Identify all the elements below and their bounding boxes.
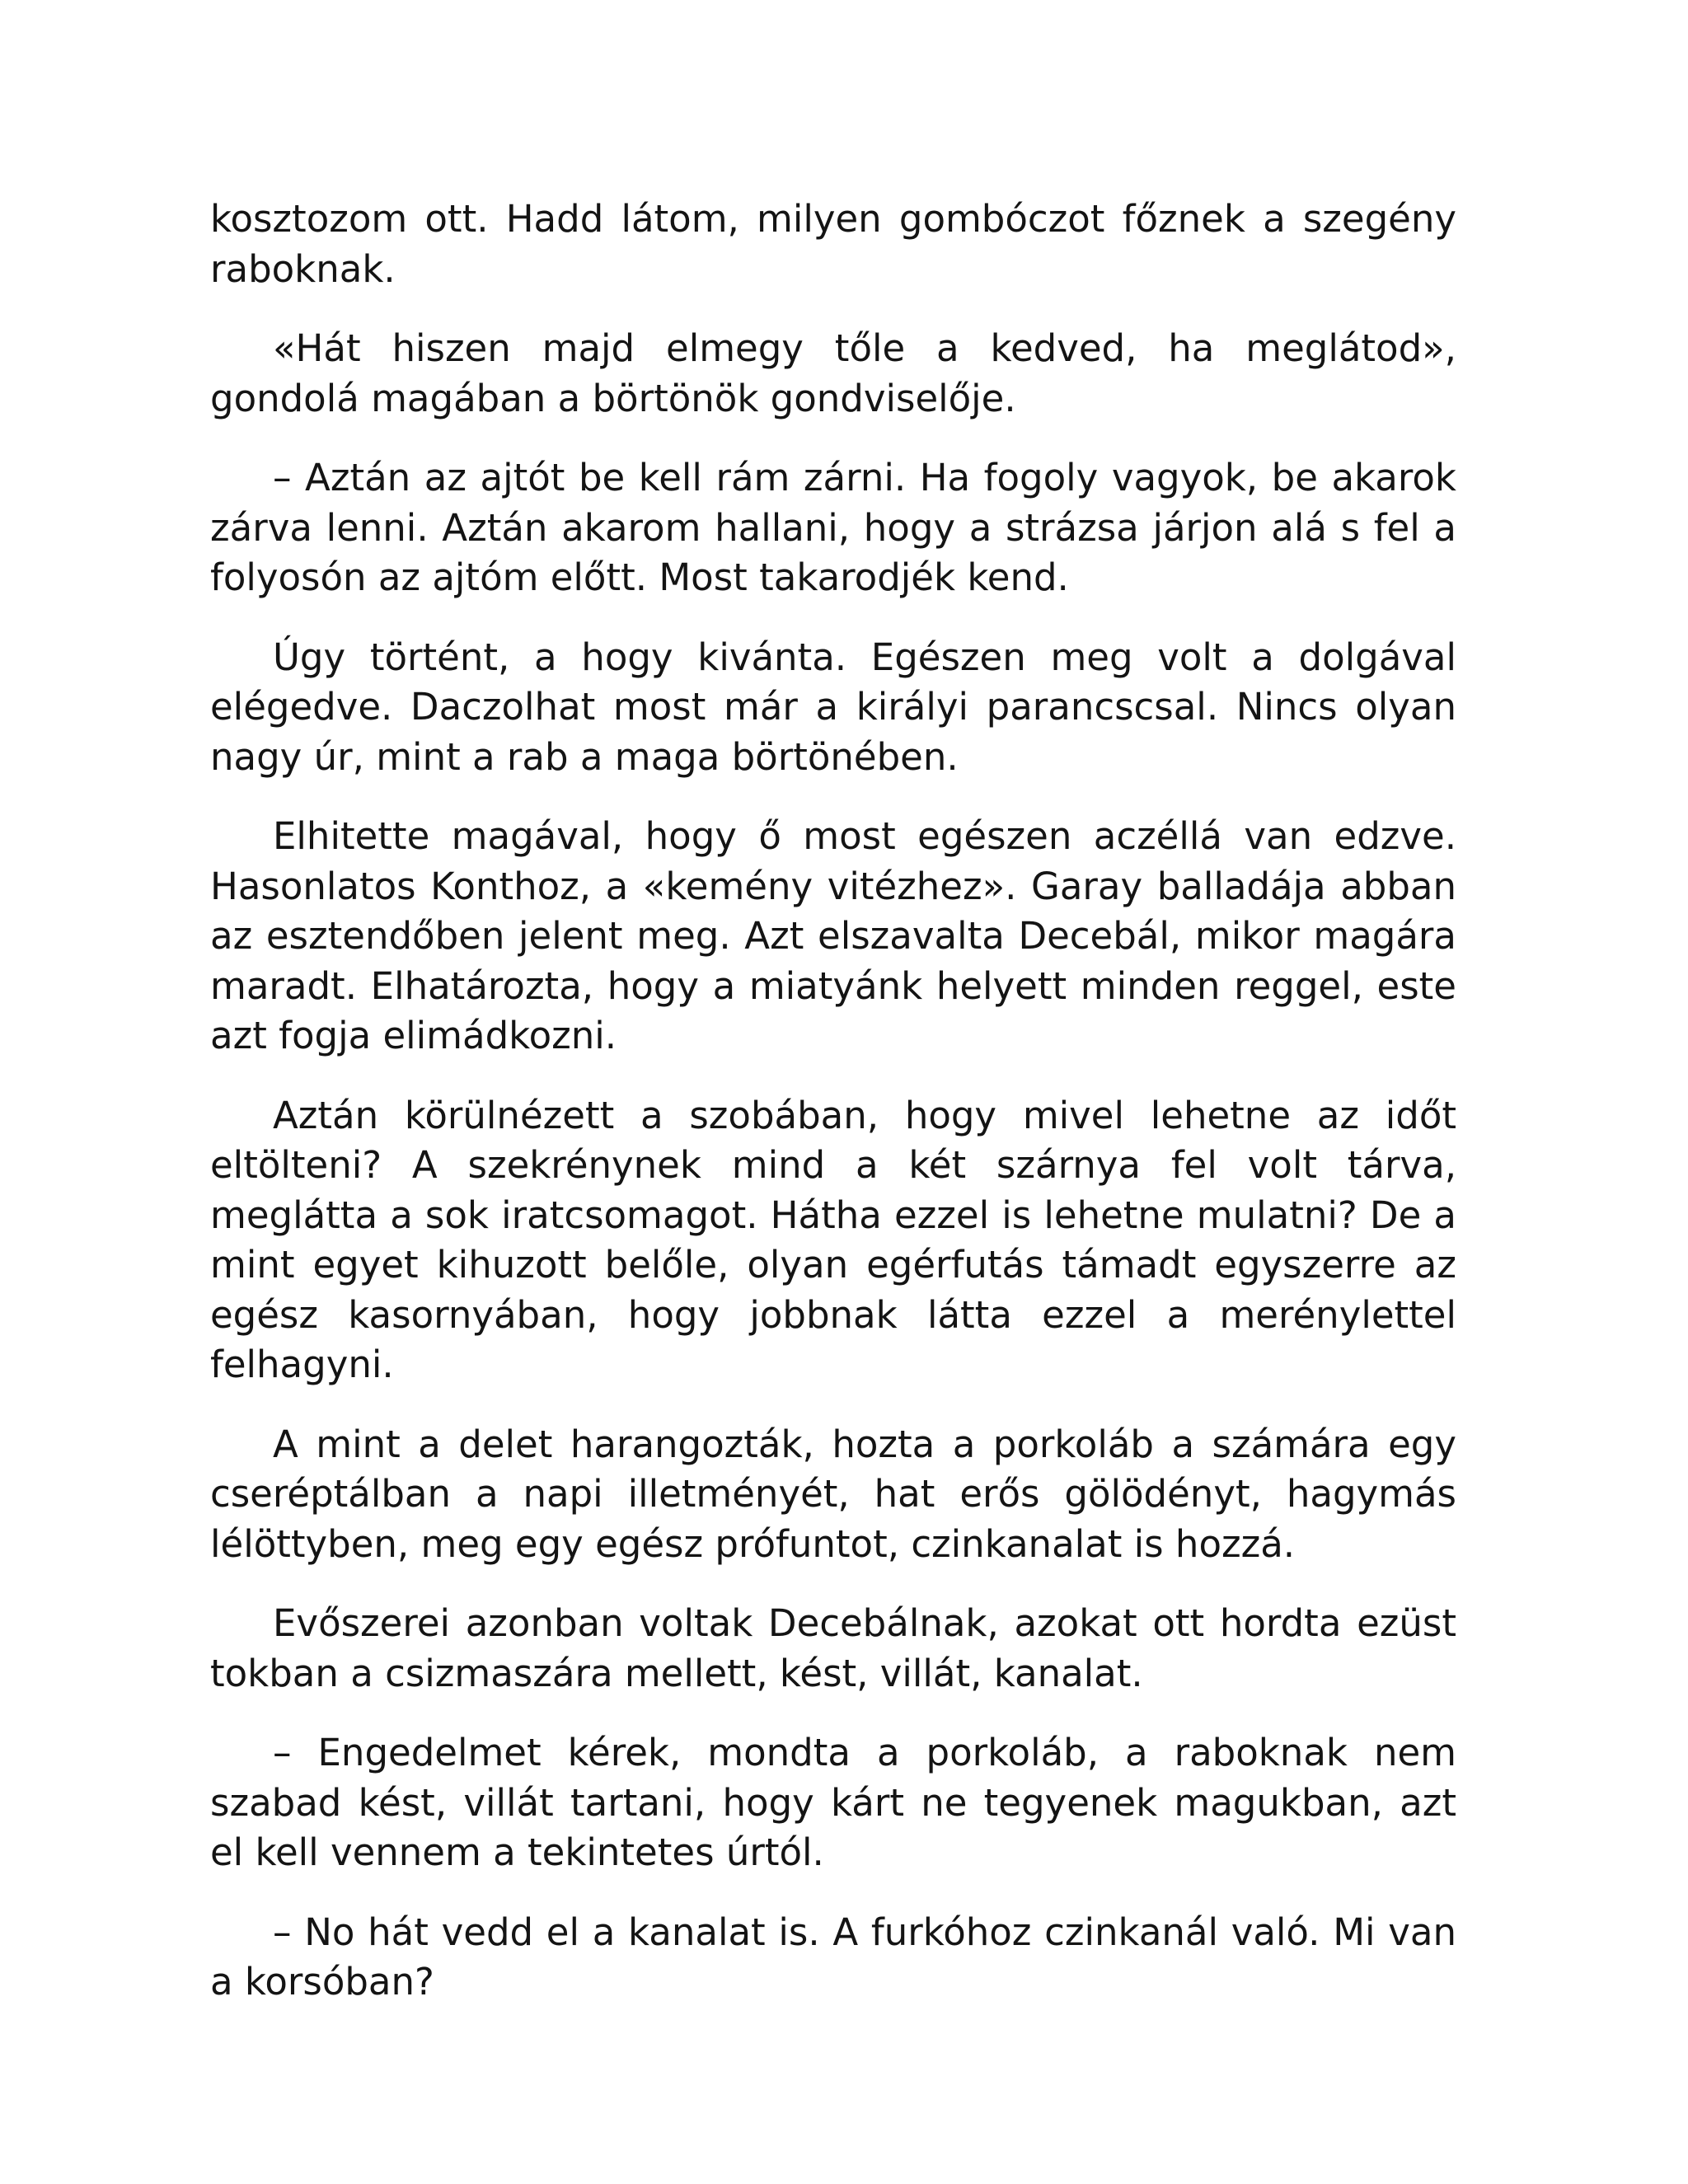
paragraph-6: Aztán körülnézett a szobában, hogy mivel lehetne az időt eltölteni? A szekrénynek mind a két szárnya fel volt tárva, meglátta a sok iratcsomagot. Hátha ezzel is lehetne mulatni? De a mint egyet kihuzott belőle, olyan egérfutás támadt egyszerre az egész kasornyában, hogy jobbnak látta ezzel a merénylettel felhagyni.	[210, 1093, 1456, 1386]
paragraph-10: – No hát vedd el a kanalat is. A furkóhoz czinkanál való. Mi van a korsóban?	[210, 1910, 1456, 2004]
paragraph-4: Úgy történt, a hogy kivánta. Egészen meg volt a dolgával elégedve. Daczolhat most már a királyi parancscsal. Nincs olyan nagy úr, mint a rab a maga börtönében.	[210, 635, 1456, 779]
paragraph-8: Evőszerei azonban voltak Decebálnak, azokat ott hordta ezüst tokban a csizmaszára mellett, kést, villát, kanalat.	[210, 1601, 1456, 1695]
paragraph-9: – Engedelmet kérek, mondta a porkoláb, a raboknak nem szabad kést, villát tartani, hogy kárt ne tegyenek magukban, azt el kell vennem a tekintetes úrtól.	[210, 1731, 1456, 1874]
paragraph-2: «Hát hiszen majd elmegy tőle a kedved, ha meglátod», gondolá magában a börtönök gondviselője.	[210, 326, 1456, 420]
paragraph-1: kosztozom ott. Hadd látom, milyen gombóczot főznek a szegény raboknak.	[210, 197, 1456, 291]
paragraph-7: A mint a delet harangozták, hozta a porkoláb a számára egy cseréptálban a napi illetményét, hat erős gölödényt, hagymás lélöttyben, meg egy egész prófuntot, czinkanalat is hozzá.	[210, 1422, 1456, 1566]
paragraph-3: – Aztán az ajtót be kell rám zárni. Ha fogoly vagyok, be akarok zárva lenni. Aztán akarom hallani, hogy a strázsa járjon alá s fel a folyosón az ajtóm előtt. Most takarodjék kend.	[210, 456, 1456, 599]
paragraph-5: Elhitette magával, hogy ő most egészen aczéllá van edzve. Hasonlatos Konthoz, a «kemény vitézhez». Garay balladája abban az esztendőben jelent meg. Azt elszavalta Decebál, mikor magára maradt. Elhatározta, hogy a miatyánk helyett minden reggel, este azt fogja elimádkozni.	[210, 814, 1456, 1057]
page-body	[210, 194, 1456, 2037]
